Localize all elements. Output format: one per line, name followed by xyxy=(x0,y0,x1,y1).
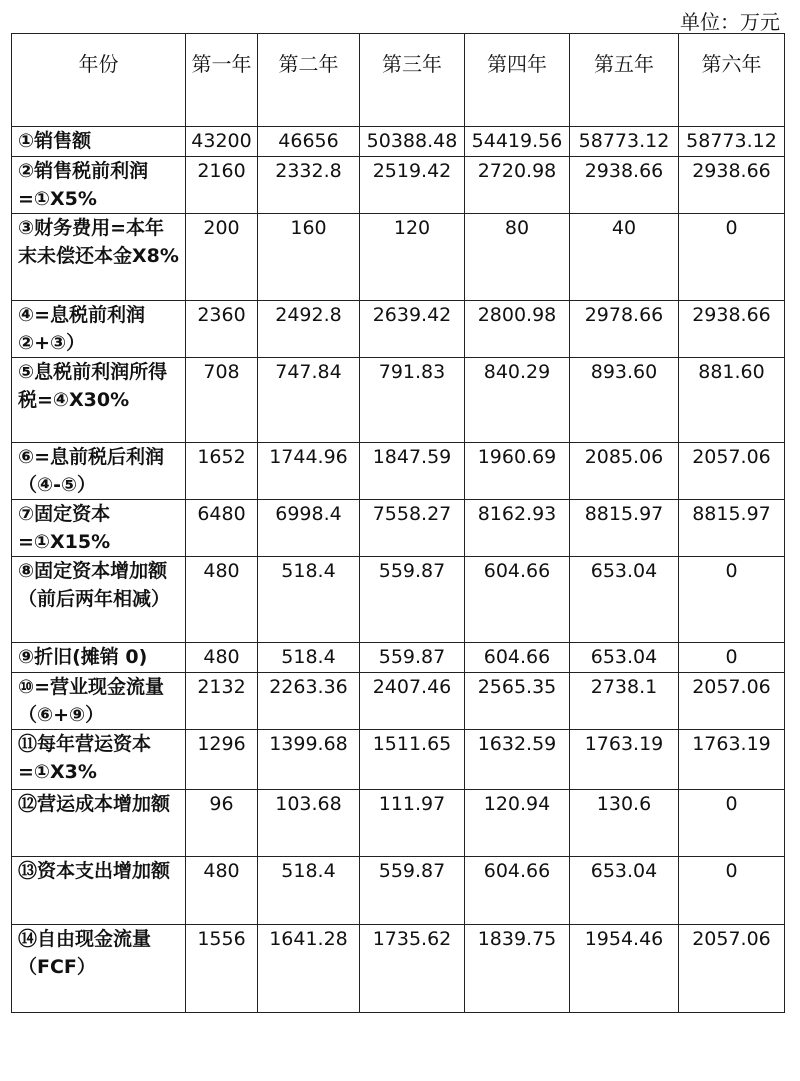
cell-value: 881.60 xyxy=(679,358,785,443)
cell-value: 120 xyxy=(360,214,465,301)
cell-value: 1641.28 xyxy=(258,925,360,1013)
table-row xyxy=(12,157,785,214)
cell-value: 6998.4 xyxy=(258,500,360,557)
cell-value: 2938.66 xyxy=(679,157,785,214)
cell-value: 604.66 xyxy=(465,857,570,925)
row-label: ①销售额 xyxy=(12,127,186,157)
cell-value: 653.04 xyxy=(570,643,679,673)
row-label: ⑨折旧(摊销 0) xyxy=(12,643,186,673)
cell-value: 1511.65 xyxy=(360,730,465,790)
cell-value: 840.29 xyxy=(465,358,570,443)
cell-value: 1839.75 xyxy=(465,925,570,1013)
cell-value: 2132 xyxy=(186,673,258,730)
cell-value: 1556 xyxy=(186,925,258,1013)
row-label: ⑦固定资本=①X15% xyxy=(12,500,186,557)
cell-value: 96 xyxy=(186,790,258,857)
cell-value: 120.94 xyxy=(465,790,570,857)
cell-value: 2492.8 xyxy=(258,301,360,358)
cell-value: 2978.66 xyxy=(570,301,679,358)
cell-value: 80 xyxy=(465,214,570,301)
cell-value: 653.04 xyxy=(570,857,679,925)
row-label: ②销售税前利润=①X5% xyxy=(12,157,186,214)
fcf-table xyxy=(11,33,785,1013)
cell-value: 1632.59 xyxy=(465,730,570,790)
cell-value: 58773.12 xyxy=(570,127,679,157)
cell-value: 1735.62 xyxy=(360,925,465,1013)
cell-value: 200 xyxy=(186,214,258,301)
cell-value: 2085.06 xyxy=(570,443,679,500)
cell-value: 2938.66 xyxy=(570,157,679,214)
cell-value: 2565.35 xyxy=(465,673,570,730)
cell-value: 518.4 xyxy=(258,643,360,673)
cell-value: 791.83 xyxy=(360,358,465,443)
cell-value: 1763.19 xyxy=(570,730,679,790)
row-label: ⑫营运成本增加额 xyxy=(12,790,186,857)
cell-value: 0 xyxy=(679,643,785,673)
table-row xyxy=(12,643,785,673)
row-label: ⑥=息前税后利润（④-⑤） xyxy=(12,443,186,500)
cell-value: 0 xyxy=(679,857,785,925)
cell-value: 1847.59 xyxy=(360,443,465,500)
table-row xyxy=(12,500,785,557)
cell-value: 2057.06 xyxy=(679,673,785,730)
row-label: ⑧固定资本增加额（前后两年相减） xyxy=(12,557,186,643)
header-col-4: 第四年 xyxy=(465,34,570,127)
cell-value: 0 xyxy=(679,214,785,301)
cell-value: 1399.68 xyxy=(258,730,360,790)
cell-value: 160 xyxy=(258,214,360,301)
table-row xyxy=(12,301,785,358)
cell-value: 2057.06 xyxy=(679,925,785,1013)
table-row xyxy=(12,443,785,500)
cell-value: 2332.8 xyxy=(258,157,360,214)
cell-value: 559.87 xyxy=(360,643,465,673)
cell-value: 1744.96 xyxy=(258,443,360,500)
cell-value: 2160 xyxy=(186,157,258,214)
cell-value: 559.87 xyxy=(360,557,465,643)
table-row xyxy=(12,673,785,730)
cell-value: 747.84 xyxy=(258,358,360,443)
cell-value: 518.4 xyxy=(258,857,360,925)
cell-value: 653.04 xyxy=(570,557,679,643)
cell-value: 480 xyxy=(186,557,258,643)
cell-value: 604.66 xyxy=(465,557,570,643)
cell-value: 7558.27 xyxy=(360,500,465,557)
cell-value: 1763.19 xyxy=(679,730,785,790)
table-row xyxy=(12,925,785,1013)
cell-value: 8162.93 xyxy=(465,500,570,557)
row-label: ③财务费用=本年末未偿还本金X8% xyxy=(12,214,186,301)
cell-value: 518.4 xyxy=(258,557,360,643)
cell-value: 40 xyxy=(570,214,679,301)
cell-value: 2720.98 xyxy=(465,157,570,214)
header-col-3: 第三年 xyxy=(360,34,465,127)
cell-value: 2407.46 xyxy=(360,673,465,730)
cell-value: 559.87 xyxy=(360,857,465,925)
cell-value: 111.97 xyxy=(360,790,465,857)
cell-value: 50388.48 xyxy=(360,127,465,157)
header-col-1: 第一年 xyxy=(186,34,258,127)
cell-value: 604.66 xyxy=(465,643,570,673)
cell-value: 6480 xyxy=(186,500,258,557)
cell-value: 893.60 xyxy=(570,358,679,443)
cell-value: 8815.97 xyxy=(570,500,679,557)
row-label: ④=息税前利润②+③） xyxy=(12,301,186,358)
cell-value: 46656 xyxy=(258,127,360,157)
cell-value: 1652 xyxy=(186,443,258,500)
cell-value: 2263.36 xyxy=(258,673,360,730)
cell-value: 2738.1 xyxy=(570,673,679,730)
cell-value: 2639.42 xyxy=(360,301,465,358)
cell-value: 130.6 xyxy=(570,790,679,857)
cell-value: 103.68 xyxy=(258,790,360,857)
cell-value: 0 xyxy=(679,557,785,643)
cell-value: 2938.66 xyxy=(679,301,785,358)
header-year: 年份 xyxy=(12,34,186,127)
cell-value: 58773.12 xyxy=(679,127,785,157)
cell-value: 480 xyxy=(186,643,258,673)
cell-value: 1960.69 xyxy=(465,443,570,500)
header-col-6: 第六年 xyxy=(679,34,785,127)
header-col-5: 第五年 xyxy=(570,34,679,127)
table-row xyxy=(12,790,785,857)
cell-value: 1296 xyxy=(186,730,258,790)
header-row xyxy=(12,34,785,127)
cell-value: 480 xyxy=(186,857,258,925)
unit-label: 单位：万元 xyxy=(680,10,780,34)
cell-value: 54419.56 xyxy=(465,127,570,157)
cell-value: 708 xyxy=(186,358,258,443)
table-row xyxy=(12,127,785,157)
row-label: ⑬资本支出增加额 xyxy=(12,857,186,925)
cell-value: 2057.06 xyxy=(679,443,785,500)
cell-value: 2519.42 xyxy=(360,157,465,214)
cell-value: 8815.97 xyxy=(679,500,785,557)
cell-value: 43200 xyxy=(186,127,258,157)
row-label: ⑪每年营运资本=①X3% xyxy=(12,730,186,790)
table-row xyxy=(12,730,785,790)
table-row xyxy=(12,557,785,643)
table-row xyxy=(12,214,785,301)
row-label: ⑤息税前利润所得税=④X30% xyxy=(12,358,186,443)
cell-value: 1954.46 xyxy=(570,925,679,1013)
cell-value: 0 xyxy=(679,790,785,857)
table-row xyxy=(12,358,785,443)
header-col-2: 第二年 xyxy=(258,34,360,127)
cell-value: 2800.98 xyxy=(465,301,570,358)
table-row xyxy=(12,857,785,925)
row-label: ⑩=营业现金流量 （⑥+⑨） xyxy=(12,673,186,730)
row-label: ⑭自由现金流量（FCF） xyxy=(12,925,186,1013)
cell-value: 2360 xyxy=(186,301,258,358)
